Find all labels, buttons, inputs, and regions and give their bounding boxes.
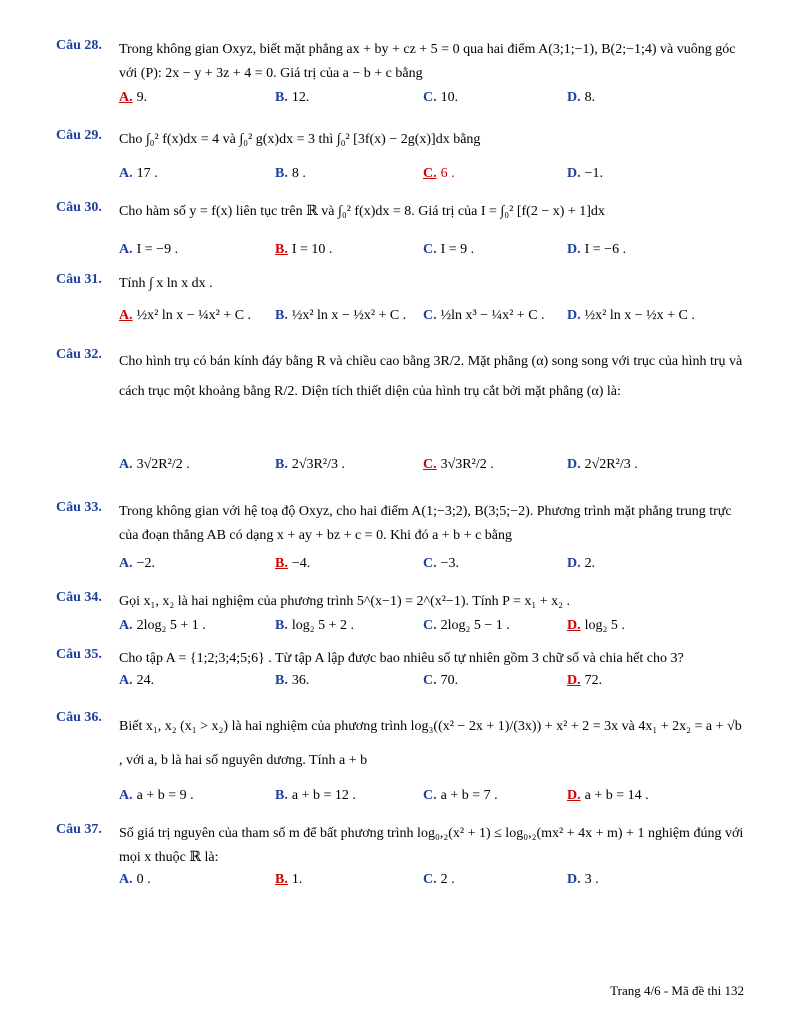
- option-a[interactable]: A. 17 .: [119, 166, 158, 181]
- question-31: [56, 272, 746, 330]
- question-number: Câu 35.: [56, 647, 102, 662]
- question-36: [56, 710, 746, 810]
- question-number: Câu 33.: [56, 500, 102, 515]
- question-text: Trong không gian với hệ toạ độ Oxyz, cho hai điểm A(1;−3;2), B(3;5;−2). Phương trình mặt phẳng trung trực của đoạn thẳng AB có dạng x + ay + bz + c = 0. Khi đó a + b + c bằng: [119, 504, 732, 543]
- question-35: [56, 647, 746, 695]
- option-a[interactable]: A. I = −9 .: [119, 242, 179, 257]
- option-b[interactable]: B. 2√3R²/3 .: [275, 457, 345, 472]
- question-number: Câu 28.: [56, 38, 102, 53]
- answer-options: [119, 308, 746, 330]
- option-a[interactable]: A. 2log₂ 5 + 1 .: [119, 618, 206, 633]
- option-a[interactable]: A. 24.: [119, 673, 155, 688]
- option-c[interactable]: C. I = 9 .: [423, 242, 475, 257]
- option-a[interactable]: A. 9.: [119, 90, 148, 105]
- question-28: [56, 38, 746, 113]
- option-b[interactable]: B. 8 .: [275, 166, 306, 181]
- question-30: [56, 200, 746, 262]
- question-29: [56, 128, 746, 188]
- option-a[interactable]: A. a + b = 9 .: [119, 788, 194, 803]
- answer-options: [119, 242, 746, 264]
- option-d[interactable]: D. log₂ 5 .: [567, 618, 625, 633]
- answer-options: [119, 166, 746, 188]
- question-number: Câu 37.: [56, 822, 102, 837]
- question-33: [56, 500, 746, 576]
- option-b[interactable]: B. 1.: [275, 872, 303, 887]
- question-text: Cho ∫₀² f(x)dx = 4 và ∫₀² g(x)dx = 3 thì ∫₀² [3f(x) − 2g(x)]dx bằng: [119, 132, 481, 147]
- option-c[interactable]: C. a + b = 7 .: [423, 788, 498, 803]
- question-32: [56, 347, 746, 487]
- option-b[interactable]: B. a + b = 12 .: [275, 788, 356, 803]
- question-text: Số giá trị nguyên của tham số m để bất phương trình log₀,₂(x² + 1) ≤ log₀,₂(mx² + 4x + m) + 1 nghiệm đúng với mọi x thuộc ℝ là:: [119, 826, 744, 865]
- option-d[interactable]: D. I = −6 .: [567, 242, 627, 257]
- option-b[interactable]: B. −4.: [275, 556, 311, 571]
- question-text: Cho tập A = {1;2;3;4;5;6} . Từ tập A lập được bao nhiêu số tự nhiên gồm 3 chữ số và chia hết cho 3?: [119, 651, 684, 666]
- question-text: Gọi x₁, x₂ là hai nghiệm của phương trình 5^(x−1) = 2^(x²−1). Tính P = x₁ + x₂ .: [119, 594, 571, 609]
- question-number: Câu 36.: [56, 710, 102, 725]
- option-a[interactable]: A. −2.: [119, 556, 156, 571]
- option-c[interactable]: C. ½ln x³ − ¼x² + C .: [423, 308, 545, 323]
- question-number: Câu 30.: [56, 200, 102, 215]
- option-d[interactable]: D. 3 .: [567, 872, 599, 887]
- option-a[interactable]: A. 3√2R²/2 .: [119, 457, 190, 472]
- option-b[interactable]: B. 12.: [275, 90, 310, 105]
- question-text: Cho hàm số y = f(x) liên tục trên ℝ và ∫₀² f(x)dx = 8. Giá trị của I = ∫₀² [f(2 − x) + 1]dx: [119, 204, 605, 219]
- option-d[interactable]: D. 8.: [567, 90, 596, 105]
- question-text: Biết x₁, x₂ (x₁ > x₂) là hai nghiệm của phương trình log₃((x² − 2x + 1)/(3x)) + x² + 2 = 3x và 4x₁ + 2x₂ = a + √b , với a, b là hai số nguyên dương. Tính a + b: [119, 719, 742, 768]
- option-b[interactable]: B. ½x² ln x − ½x² + C .: [275, 308, 407, 323]
- option-a[interactable]: A. 0 .: [119, 872, 151, 887]
- option-d[interactable]: D. ½x² ln x − ½x + C .: [567, 308, 695, 323]
- option-b[interactable]: B. 36.: [275, 673, 310, 688]
- answer-options: [119, 872, 746, 894]
- question-34: [56, 590, 746, 642]
- option-d[interactable]: D. −1.: [567, 166, 604, 181]
- option-c[interactable]: C. 70.: [423, 673, 459, 688]
- answer-options: [119, 556, 746, 578]
- question-37: [56, 822, 746, 892]
- answer-options: [119, 90, 746, 112]
- option-d[interactable]: D. 2.: [567, 556, 596, 571]
- answer-options: [119, 618, 746, 640]
- question-text: Trong không gian Oxyz, biết mặt phẳng ax + by + cz + 5 = 0 qua hai điểm A(3;1;−1), B(2;−1;4) và vuông góc với (P): 2x − y + 3z + 4 = 0. Giá trị của a − b + c bằng: [119, 42, 736, 81]
- option-c[interactable]: C. −3.: [423, 556, 460, 571]
- question-number: Câu 29.: [56, 128, 102, 143]
- question-number: Câu 31.: [56, 272, 102, 287]
- answer-options: [119, 457, 746, 479]
- option-c[interactable]: C. 2log₂ 5 − 1 .: [423, 618, 510, 633]
- option-d[interactable]: D. 72.: [567, 673, 603, 688]
- option-b[interactable]: B. I = 10 .: [275, 242, 333, 257]
- question-text: Cho hình trụ có bán kính đáy bằng R và chiều cao bằng 3R/2. Mặt phẳng (α) song song với trục của hình trụ và cách trục một khoảng bằng R/2. Diện tích thiết diện của hình trụ cắt bởi mặt phẳng (α) là:: [119, 354, 743, 399]
- option-c[interactable]: C. 6 .: [423, 166, 455, 181]
- page-footer: Trang 4/6 - Mã đề thi 132: [610, 983, 744, 998]
- answer-options: [119, 673, 746, 695]
- question-text: Tính ∫ x ln x dx .: [119, 276, 213, 291]
- option-c[interactable]: C. 2 .: [423, 872, 455, 887]
- question-number: Câu 32.: [56, 347, 102, 362]
- option-d[interactable]: D. 2√2R²/3 .: [567, 457, 638, 472]
- answer-options: [119, 788, 746, 810]
- option-a[interactable]: A. ½x² ln x − ¼x² + C .: [119, 308, 252, 323]
- option-d[interactable]: D. a + b = 14 .: [567, 788, 649, 803]
- option-b[interactable]: B. log₂ 5 + 2 .: [275, 618, 355, 633]
- question-number: Câu 34.: [56, 590, 102, 605]
- option-c[interactable]: C. 3√3R²/2 .: [423, 457, 494, 472]
- option-c[interactable]: C. 10.: [423, 90, 459, 105]
